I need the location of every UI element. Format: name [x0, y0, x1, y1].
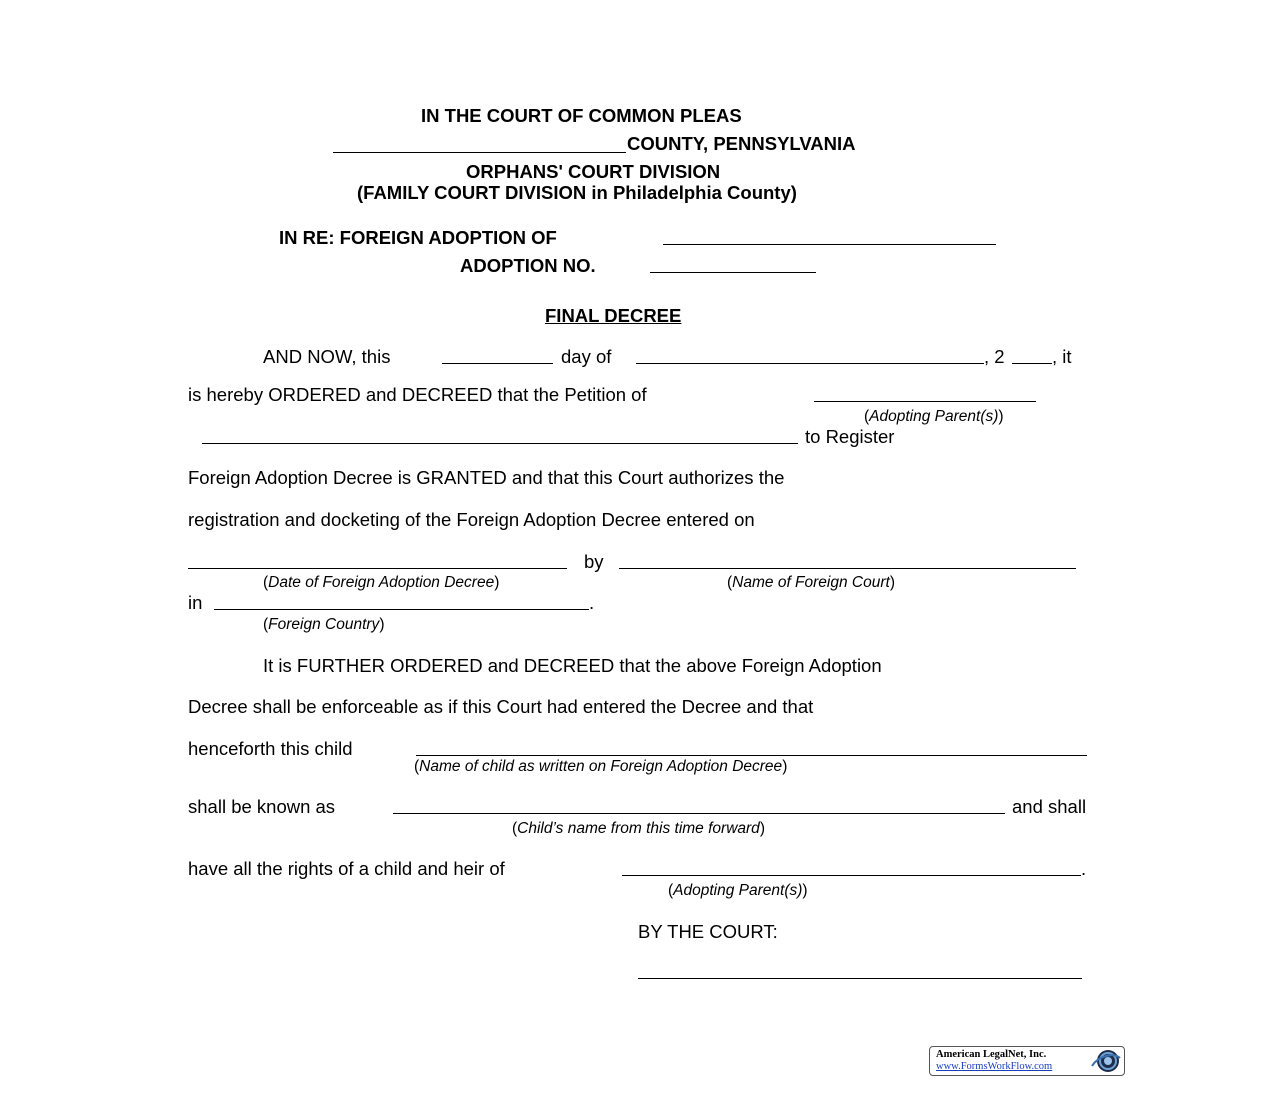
enforceable-text: Decree shall be enforceable as if this Court had entered the Decree and that: [188, 696, 814, 717]
document-title: FINAL DECREE: [545, 305, 682, 326]
county-heading: COUNTY, PENNSYLVANIA: [627, 133, 856, 154]
foreign-country-caption: (Foreign Country): [263, 616, 385, 633]
rights-period: .: [1081, 858, 1087, 879]
date-decree-caption: (Date of Foreign Adoption Decree): [263, 574, 500, 591]
foreign-court-blank[interactable]: [619, 568, 1076, 569]
day-blank[interactable]: [442, 363, 553, 364]
american-legalnet-logo[interactable]: [929, 1046, 1125, 1076]
month-blank[interactable]: [636, 363, 984, 364]
adoptee-name-blank[interactable]: [663, 244, 996, 245]
registration-text: registration and docketing of the Foreign Adoption Decree entered on: [188, 509, 755, 530]
heir-of-blank[interactable]: [622, 875, 1081, 876]
globe-icon: [1088, 1048, 1122, 1074]
child-new-name-caption: (Child’s name from this time forward): [512, 820, 765, 837]
henceforth-text: henceforth this child: [188, 738, 353, 759]
year-prefix-text: , 2: [984, 346, 1005, 367]
rights-text: have all the rights of a child and heir of: [188, 858, 505, 879]
in-text: in: [188, 592, 203, 613]
court-heading: IN THE COURT OF COMMON PLEAS: [421, 105, 742, 126]
county-blank[interactable]: [333, 152, 626, 153]
logo-url-link[interactable]: www.FormsWorkFlow.com: [936, 1061, 1053, 1072]
known-as-text: shall be known as: [188, 796, 336, 817]
by-text: by: [584, 551, 604, 572]
and-now-text: AND NOW, this: [263, 346, 391, 367]
adopting-parents-caption-2: (Adopting Parent(s)): [668, 882, 808, 899]
adopting-parents-caption: (Adopting Parent(s)): [864, 408, 1004, 425]
by-the-court-label: BY THE COURT:: [638, 921, 778, 942]
family-division-heading: (FAMILY COURT DIVISION in Philadelphia County): [357, 182, 797, 203]
to-register-text: to Register: [805, 426, 895, 447]
petitioner-blank-2[interactable]: [202, 443, 798, 444]
logo-company-name: American LegalNet, Inc.: [936, 1049, 1047, 1060]
in-re-label: IN RE: FOREIGN ADOPTION OF: [279, 227, 557, 248]
year-blank[interactable]: [1012, 363, 1052, 364]
day-of-text: day of: [561, 346, 612, 367]
petitioner-blank[interactable]: [814, 401, 1036, 402]
new-name-blank[interactable]: [393, 813, 1005, 814]
decree-date-blank[interactable]: [188, 568, 567, 569]
child-name-caption: (Name of child as written on Foreign Adoption Decree): [414, 758, 788, 775]
it-text: , it: [1052, 346, 1072, 367]
child-name-blank[interactable]: [416, 755, 1087, 756]
division-heading: ORPHANS' COURT DIVISION: [466, 161, 721, 182]
and-shall-text: and shall: [1012, 796, 1087, 817]
foreign-court-caption: (Name of Foreign Court): [727, 574, 895, 591]
foreign-country-blank[interactable]: [214, 609, 589, 610]
granted-text: Foreign Adoption Decree is GRANTED and that this Court authorizes the: [188, 467, 785, 488]
ordered-petition-text: is hereby ORDERED and DECREED that the Petition of: [188, 384, 647, 405]
judge-signature-line[interactable]: [638, 978, 1082, 979]
adoption-no-label: ADOPTION NO.: [460, 255, 596, 276]
further-ordered-text: It is FURTHER ORDERED and DECREED that the above Foreign Adoption: [263, 655, 882, 676]
adoption-no-blank[interactable]: [650, 272, 816, 273]
in-period: .: [589, 592, 595, 613]
